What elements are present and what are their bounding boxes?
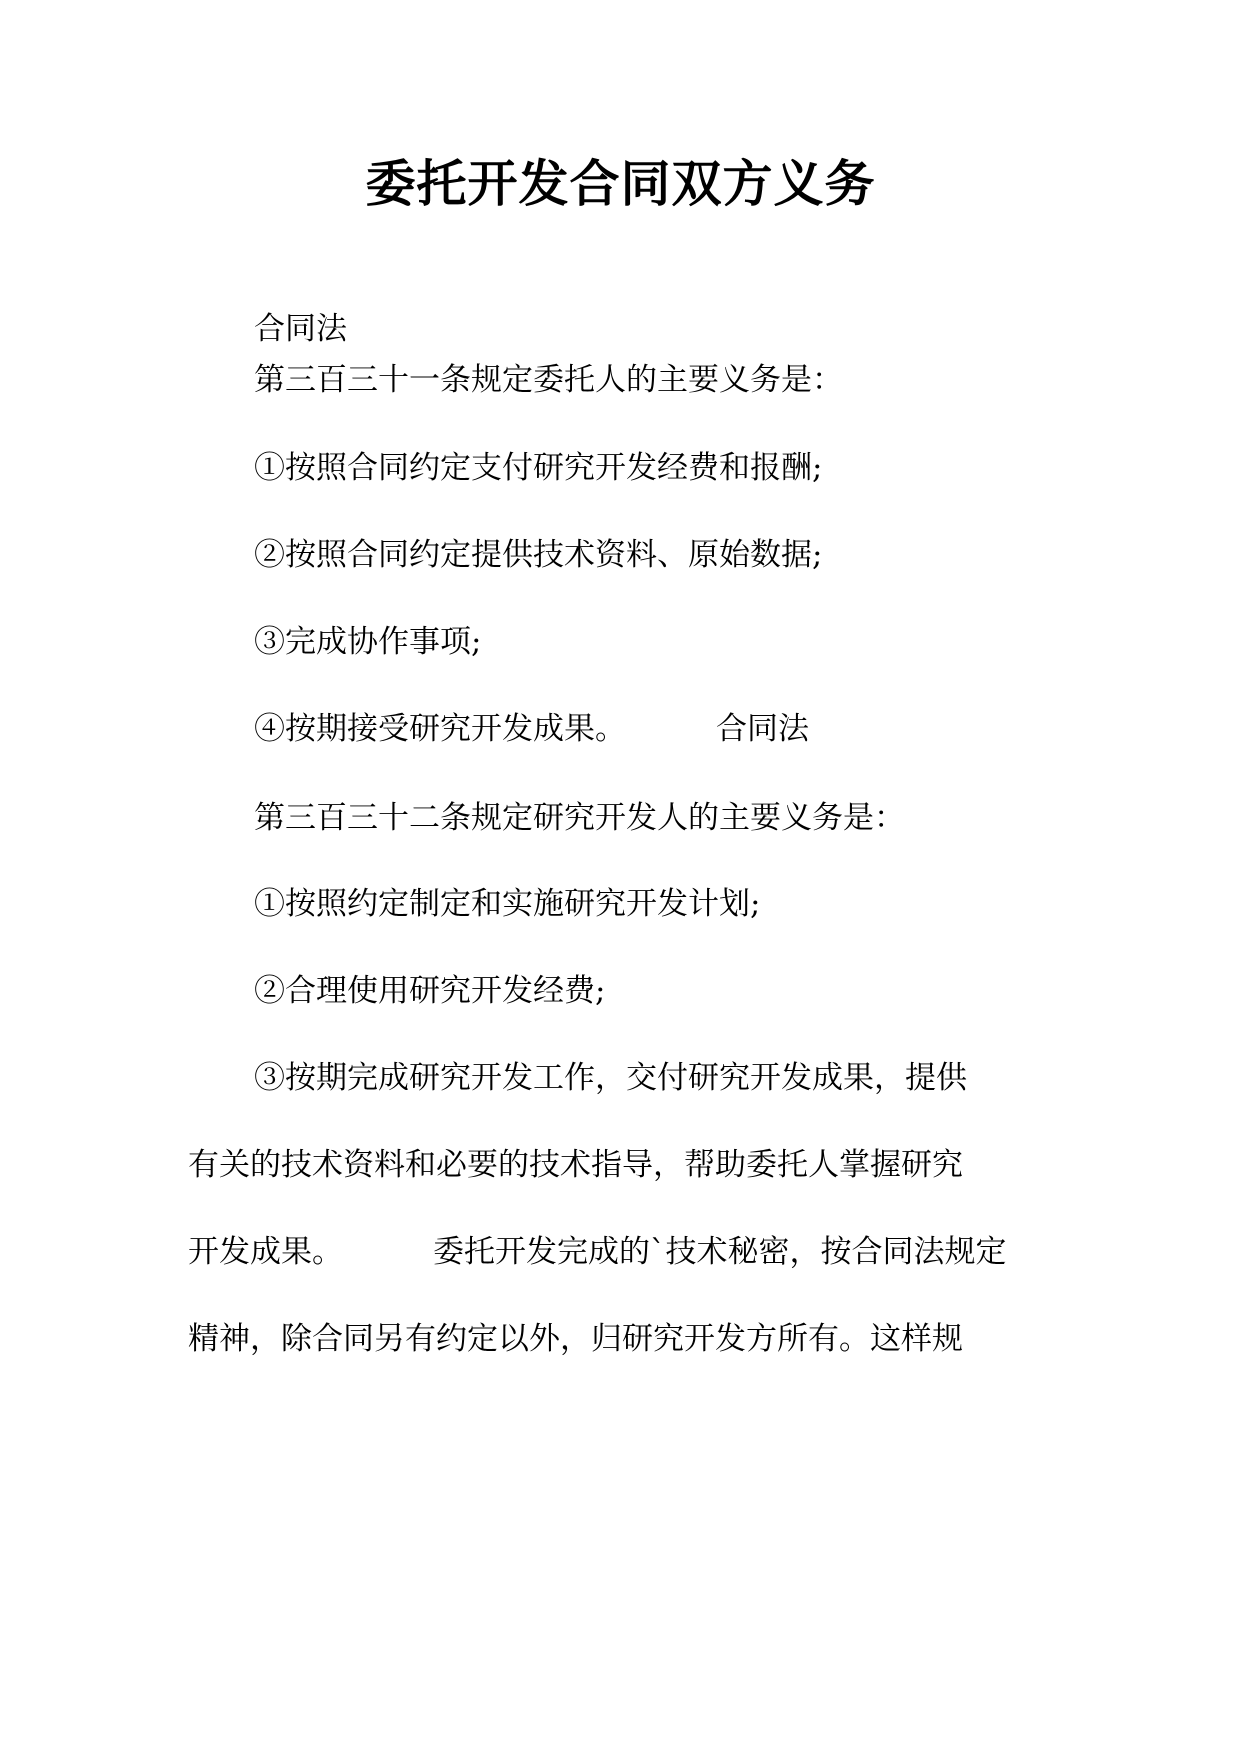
paragraph-line — [188, 1228, 1007, 1276]
paragraph-line: ③完成协作事项; — [254, 624, 482, 660]
paragraph-line: 合同法 — [254, 311, 347, 347]
paragraph-line-text: ④按期接受研究开发成果。 — [254, 711, 626, 747]
paragraph-line: ③按期完成研究开发工作，交付研究开发成果，提供 — [254, 1060, 967, 1096]
paragraph-line-text: 委托开发完成的`技术秘密，按合同法规定 — [433, 1234, 1007, 1270]
paragraph-line: 第三百三十一条规定委托人的主要义务是： — [254, 362, 843, 398]
paragraph-line: ②合理使用研究开发经费; — [254, 973, 606, 1009]
paragraph-line-text: 合同法 — [716, 711, 809, 747]
paragraph-line: 第三百三十二条规定研究开发人的主要义务是： — [254, 800, 905, 836]
document-title: 委托开发合同双方义务 — [365, 155, 876, 213]
paragraph-line: ①按照合同约定支付研究开发经费和报酬; — [254, 450, 823, 486]
paragraph-line: 有关的技术资料和必要的技术指导，帮助委托人掌握研究 — [188, 1147, 963, 1183]
paragraph-line-text: 开发成果。 — [188, 1234, 343, 1270]
paragraph-line: ①按照约定制定和实施研究开发计划; — [254, 886, 761, 922]
paragraph-line: ②按照合同约定提供技术资料、原始数据; — [254, 537, 823, 573]
paragraph-line — [254, 705, 809, 753]
paragraph-line: 精神，除合同另有约定以外，归研究开发方所有。这样规 — [188, 1321, 963, 1357]
